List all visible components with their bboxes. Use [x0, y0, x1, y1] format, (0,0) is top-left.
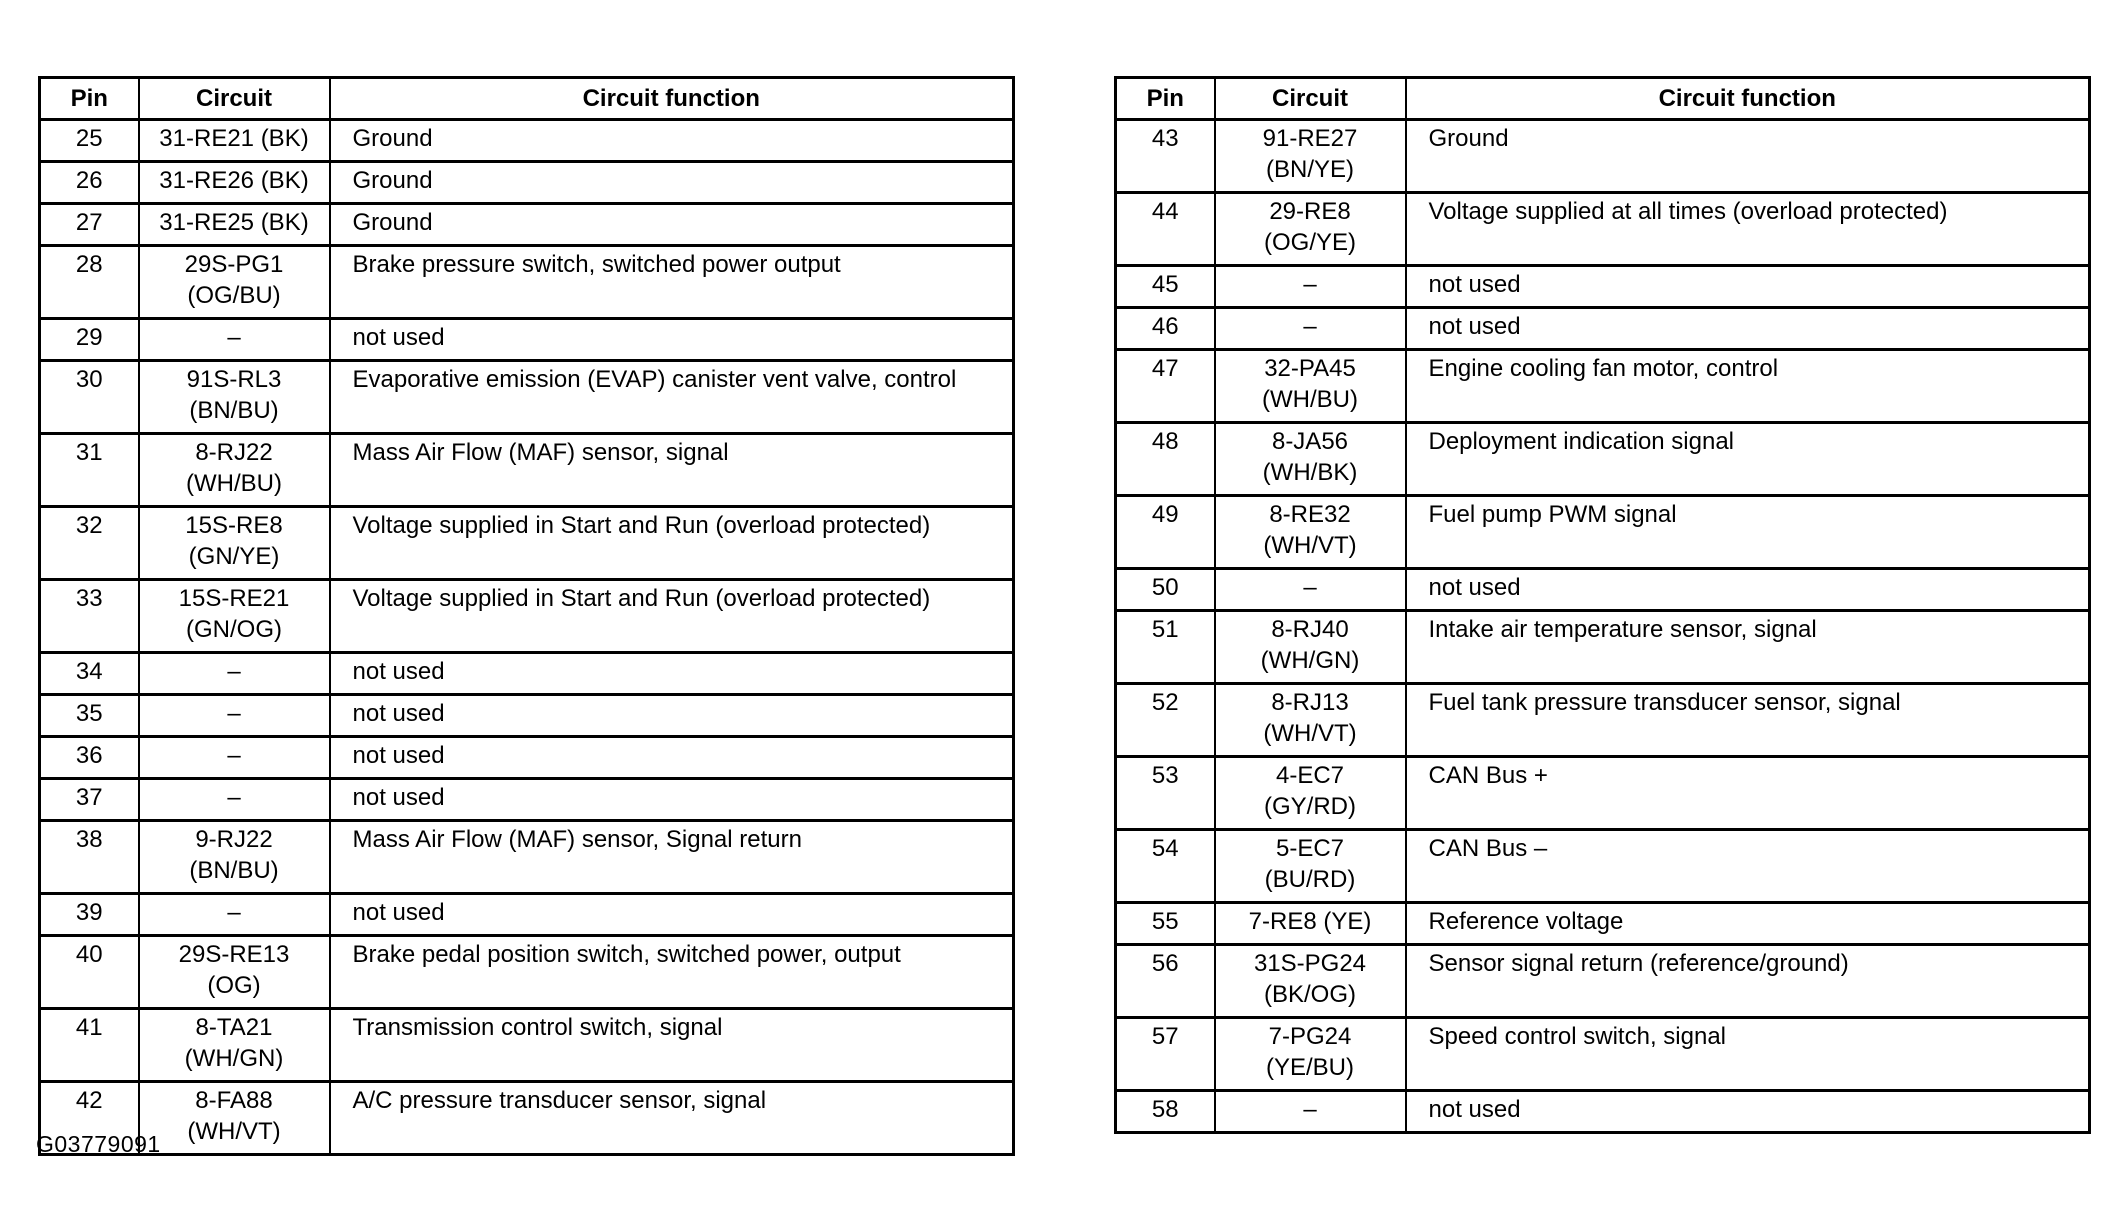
pin-cell: 39 [40, 894, 139, 936]
circuit-code: 32-PA45 [1264, 355, 1356, 382]
table-row [1116, 308, 2090, 350]
table-row [1116, 684, 2090, 757]
circuit-function-cell: Fuel pump PWM signal [1406, 496, 2090, 569]
table-row [40, 653, 1014, 695]
table-row [40, 507, 1014, 580]
wire-color: (BN/BU) [189, 397, 279, 424]
pin-cell: 48 [1116, 423, 1215, 496]
circuit-function-cell: Voltage supplied in Start and Run (overload protected) [330, 507, 1014, 580]
circuit-code: – [1303, 574, 1317, 601]
table-row [1116, 423, 2090, 496]
pin-cell: 52 [1116, 684, 1215, 757]
circuit-code: 29S-RE13 [178, 941, 290, 968]
table-row [40, 894, 1014, 936]
circuit-function-cell: not used [330, 695, 1014, 737]
circuit-cell [139, 653, 330, 695]
table-row [40, 361, 1014, 434]
circuit-code: – [1303, 1096, 1317, 1123]
pin-cell: 35 [40, 695, 139, 737]
circuit-function-cell: Evaporative emission (EVAP) canister vent valve, control [330, 361, 1014, 434]
pin-cell: 31 [40, 434, 139, 507]
table-row [1116, 120, 2090, 193]
circuit-code: 8-TA21 [195, 1014, 273, 1041]
table-row [1116, 1018, 2090, 1091]
pin-cell: 29 [40, 319, 139, 361]
circuit-header: Circuit [139, 78, 330, 120]
pin-cell: 46 [1116, 308, 1215, 350]
circuit-function-cell: A/C pressure transducer sensor, signal [330, 1082, 1014, 1155]
circuit-code: 8-RJ13 [1271, 689, 1349, 716]
table-row [40, 936, 1014, 1009]
wire-color: (BN/BU) [189, 857, 279, 884]
circuit-code: 31-RE25 (BK) [159, 209, 309, 236]
wire-color: (WH/BU) [186, 470, 282, 497]
wire-color: (OG) [207, 972, 261, 999]
circuit-cell [139, 779, 330, 821]
table-row [1116, 945, 2090, 1018]
circuit-function-header: Circuit function [330, 78, 1014, 120]
table-row [1116, 496, 2090, 569]
circuit-function-cell: CAN Bus – [1406, 830, 2090, 903]
table-row [40, 162, 1014, 204]
pin-cell: 38 [40, 821, 139, 894]
header-row [1116, 78, 2090, 120]
circuit-code: 8-FA88 [195, 1087, 273, 1114]
pin-cell: 50 [1116, 569, 1215, 611]
circuit-code: – [227, 324, 241, 351]
circuit-function-cell: Reference voltage [1406, 903, 2090, 945]
circuit-function-cell: not used [1406, 569, 2090, 611]
circuit-code: – [1303, 313, 1317, 340]
circuit-cell [1215, 350, 1406, 423]
circuit-function-cell: Deployment indication signal [1406, 423, 2090, 496]
circuit-function-cell: not used [330, 319, 1014, 361]
circuit-code: 9-RJ22 [195, 826, 273, 853]
wire-color: (WH/BK) [1262, 459, 1358, 486]
pin-cell: 41 [40, 1009, 139, 1082]
wire-color: (BK/OG) [1263, 981, 1356, 1008]
circuit-cell [139, 1009, 330, 1082]
wire-color: (OG/YE) [1263, 229, 1356, 256]
wire-color: (GN/YE) [188, 543, 280, 570]
table-row [40, 580, 1014, 653]
circuit-cell [139, 580, 330, 653]
circuit-code: – [227, 784, 241, 811]
circuit-code: 31-RE26 (BK) [159, 167, 309, 194]
pin-cell: 36 [40, 737, 139, 779]
circuit-cell [139, 894, 330, 936]
circuit-code: 29-RE8 [1269, 198, 1351, 225]
table-row [1116, 569, 2090, 611]
circuit-cell [1215, 423, 1406, 496]
circuit-function-cell: Transmission control switch, signal [330, 1009, 1014, 1082]
circuit-function-cell: Ground [1406, 120, 2090, 193]
circuit-code: – [227, 700, 241, 727]
circuit-code: 7-RE8 (YE) [1248, 908, 1372, 935]
circuit-cell [139, 1082, 330, 1155]
pin-cell: 44 [1116, 193, 1215, 266]
circuit-function-cell: Fuel tank pressure transducer sensor, signal [1406, 684, 2090, 757]
circuit-function-cell: Brake pedal position switch, switched power, output [330, 936, 1014, 1009]
circuit-cell [1215, 903, 1406, 945]
circuit-function-cell: Intake air temperature sensor, signal [1406, 611, 2090, 684]
circuit-code: 8-RJ40 [1271, 616, 1349, 643]
circuit-function-cell: not used [330, 737, 1014, 779]
table-row [40, 1009, 1014, 1082]
wire-color: (WH/VT) [1263, 720, 1357, 747]
circuit-code: 29S-PG1 [184, 251, 284, 278]
pin-cell: 30 [40, 361, 139, 434]
circuit-cell [1215, 830, 1406, 903]
circuit-code: 7-PG24 [1268, 1023, 1352, 1050]
pin-cell: 55 [1116, 903, 1215, 945]
circuit-cell [139, 821, 330, 894]
pin-cell: 37 [40, 779, 139, 821]
circuit-code: 4-EC7 [1275, 762, 1345, 789]
wire-color: (OG/BU) [187, 282, 281, 309]
circuit-cell [1215, 120, 1406, 193]
circuit-function-cell: Sensor signal return (reference/ground) [1406, 945, 2090, 1018]
pin-cell: 49 [1116, 496, 1215, 569]
circuit-cell [139, 204, 330, 246]
circuit-cell [139, 507, 330, 580]
pin-cell: 33 [40, 580, 139, 653]
table-row [1116, 266, 2090, 308]
wire-color: (WH/GN) [1260, 647, 1360, 674]
pin-cell: 42 [40, 1082, 139, 1155]
pin-cell: 45 [1116, 266, 1215, 308]
table-row [1116, 193, 2090, 266]
circuit-function-cell: not used [1406, 266, 2090, 308]
circuit-code: – [227, 742, 241, 769]
wire-color: (WH/GN) [184, 1045, 284, 1072]
circuit-code: – [227, 899, 241, 926]
circuit-cell [139, 361, 330, 434]
circuit-cell [139, 120, 330, 162]
circuit-cell [139, 319, 330, 361]
wire-color: (WH/VT) [1263, 532, 1357, 559]
table-row [40, 1082, 1014, 1155]
wire-color: (GN/OG) [186, 616, 282, 643]
pin-table-right [1114, 76, 2091, 1134]
pin-cell: 32 [40, 507, 139, 580]
circuit-function-cell: CAN Bus + [1406, 757, 2090, 830]
table-row [40, 779, 1014, 821]
pin-cell: 51 [1116, 611, 1215, 684]
wire-color: (WH/VT) [187, 1118, 281, 1145]
circuit-code: 31S-PG24 [1253, 950, 1367, 977]
pin-cell: 28 [40, 246, 139, 319]
circuit-function-cell: Ground [330, 120, 1014, 162]
circuit-function-cell: Voltage supplied at all times (overload protected) [1406, 193, 2090, 266]
table-row [1116, 350, 2090, 423]
table-row [40, 821, 1014, 894]
circuit-code: 15S-RE21 [178, 585, 290, 612]
wire-color: (GY/RD) [1264, 793, 1356, 820]
wire-color: (BN/YE) [1265, 156, 1354, 183]
table-row [1116, 830, 2090, 903]
circuit-cell [1215, 1091, 1406, 1133]
circuit-cell [139, 695, 330, 737]
table-row [40, 737, 1014, 779]
table-row [40, 120, 1014, 162]
circuit-function-cell: Mass Air Flow (MAF) sensor, Signal return [330, 821, 1014, 894]
circuit-cell [1215, 945, 1406, 1018]
figure-id: G03779091 [36, 1131, 161, 1157]
pin-cell: 57 [1116, 1018, 1215, 1091]
circuit-code: 15S-RE8 [185, 512, 283, 539]
circuit-cell [1215, 611, 1406, 684]
circuit-function-cell: Speed control switch, signal [1406, 1018, 2090, 1091]
table-body-right [1116, 120, 2090, 1133]
circuit-code: 8-RJ22 [195, 439, 273, 466]
table-row [40, 695, 1014, 737]
table-row [40, 246, 1014, 319]
pin-table-left [38, 76, 1015, 1156]
header-row [40, 78, 1014, 120]
circuit-cell [1215, 496, 1406, 569]
pin-header: Pin [40, 78, 139, 120]
table-row [1116, 757, 2090, 830]
pin-cell: 54 [1116, 830, 1215, 903]
wire-color: (BU/RD) [1264, 866, 1356, 893]
circuit-code: 5-EC7 [1275, 835, 1345, 862]
circuit-function-header: Circuit function [1406, 78, 2090, 120]
pin-cell: 27 [40, 204, 139, 246]
circuit-cell [1215, 569, 1406, 611]
table-row [1116, 903, 2090, 945]
pin-cell: 25 [40, 120, 139, 162]
table-row [40, 204, 1014, 246]
pin-cell: 53 [1116, 757, 1215, 830]
table-row [1116, 611, 2090, 684]
table-body-left [40, 120, 1014, 1155]
pin-cell: 58 [1116, 1091, 1215, 1133]
circuit-cell [1215, 757, 1406, 830]
circuit-code: 91-RE27 [1262, 125, 1358, 152]
pin-cell: 26 [40, 162, 139, 204]
circuit-cell [1215, 266, 1406, 308]
circuit-cell [139, 936, 330, 1009]
wire-color: (WH/BU) [1262, 386, 1358, 413]
circuit-function-cell: Engine cooling fan motor, control [1406, 350, 2090, 423]
circuit-function-cell: Mass Air Flow (MAF) sensor, signal [330, 434, 1014, 507]
circuit-function-cell: Brake pressure switch, switched power output [330, 246, 1014, 319]
table-row [1116, 1091, 2090, 1133]
circuit-code: 91S-RL3 [186, 366, 282, 393]
circuit-cell [1215, 193, 1406, 266]
circuit-cell [139, 246, 330, 319]
table-row [40, 434, 1014, 507]
pin-cell: 43 [1116, 120, 1215, 193]
circuit-cell [1215, 684, 1406, 757]
pin-cell: 47 [1116, 350, 1215, 423]
circuit-function-cell: not used [330, 779, 1014, 821]
pin-cell: 40 [40, 936, 139, 1009]
pin-cell: 56 [1116, 945, 1215, 1018]
circuit-function-cell: Ground [330, 204, 1014, 246]
circuit-code: – [227, 658, 241, 685]
circuit-cell [139, 162, 330, 204]
pin-header: Pin [1116, 78, 1215, 120]
circuit-function-cell: Voltage supplied in Start and Run (overload protected) [330, 580, 1014, 653]
circuit-cell [139, 434, 330, 507]
circuit-cell [1215, 1018, 1406, 1091]
circuit-code: 31-RE21 (BK) [159, 125, 309, 152]
circuit-function-cell: not used [330, 653, 1014, 695]
circuit-cell [139, 737, 330, 779]
circuit-function-cell: Ground [330, 162, 1014, 204]
circuit-code: 8-RE32 [1269, 501, 1351, 528]
circuit-function-cell: not used [330, 894, 1014, 936]
circuit-code: 8-JA56 [1271, 428, 1349, 455]
table-row [40, 319, 1014, 361]
pin-cell: 34 [40, 653, 139, 695]
circuit-cell [1215, 308, 1406, 350]
circuit-header: Circuit [1215, 78, 1406, 120]
circuit-code: – [1303, 271, 1317, 298]
wire-color: (YE/BU) [1265, 1054, 1354, 1081]
circuit-function-cell: not used [1406, 308, 2090, 350]
circuit-function-cell: not used [1406, 1091, 2090, 1133]
